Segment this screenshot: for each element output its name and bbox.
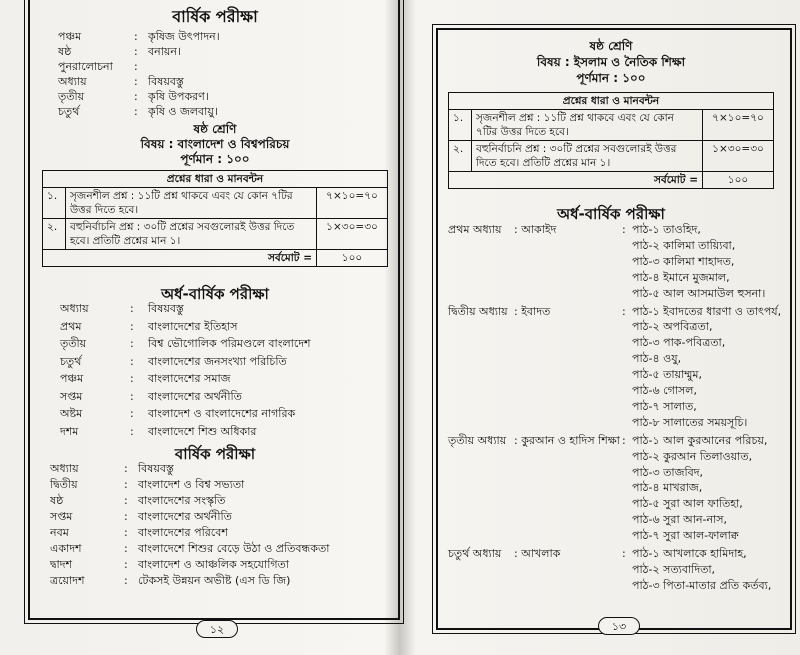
right-marks-table	[448, 92, 774, 189]
right-class-label: ষষ্ঠ শ্রেণি	[589, 39, 633, 53]
lesson-item: পাঠ-৪ মাখরাজ,	[632, 481, 703, 495]
left-half-row-value: বাংলাদেশের অর্থনীতি	[148, 389, 242, 403]
left-full-marks: পূর্ণমান : ১০০	[180, 152, 250, 166]
left-half-row-value: বিশ্ব ভৌগোলিক পরিমণ্ডলে বাংলাদেশ	[148, 337, 311, 350]
left-top-row-colon: :	[134, 105, 138, 118]
left-half-row-label: পঞ্চম	[60, 372, 84, 385]
left-top-row-label: অধ্যায়	[58, 75, 87, 88]
left-annual-row-colon: :	[124, 478, 128, 491]
left-half-row-value: বাংলাদেশের জনসংখ্যা পরিচিতি	[148, 354, 287, 368]
left-marks-row-no: ১.	[43, 188, 66, 219]
left-annual-row-label: অধ্যায়	[50, 462, 79, 475]
left-annual-row-label: ত্রয়োদশ	[50, 574, 85, 587]
left-subject: বিষয় : বাংলাদেশ ও বিশ্বপরিচয়	[140, 137, 290, 151]
left-marks-row-value: ৭×১০=৭০	[317, 188, 388, 219]
left-top-row-label: তৃতীয়	[58, 90, 85, 103]
left-annual-row-label: ষষ্ঠ	[50, 494, 64, 507]
chapter-colon: :	[622, 304, 626, 318]
chapter-topic: : কুরআন ও হাদিস শিক্ষা	[514, 433, 620, 447]
lesson-item: পাঠ-২ সত্যবাদিতা,	[632, 562, 716, 576]
left-half-row-label: অধ্যায়	[60, 302, 89, 315]
left-annual-row-value: বাংলাদেশের সংস্কৃতি	[138, 494, 226, 507]
right-marks-row-no: ১.	[449, 110, 472, 141]
left-top-row-label: চতুর্থ	[58, 105, 80, 118]
chapter-topic: : ইবাদত	[514, 304, 551, 318]
chapter-colon: :	[622, 433, 626, 447]
left-marks-row-text: বহুনির্বাচনি প্রশ্ন : ৩০টি প্রশ্নের সবগুলোরই উত্তর দিতে হবে। প্রতিটি প্রশ্নের মান ১।	[66, 219, 317, 250]
lesson-item: পাঠ-৭ সুরা আল-ফালাক্ব	[632, 529, 739, 543]
left-annual-row-value: বাংলাদেশ ও বিশ্ব সভ্যতা	[138, 478, 245, 491]
left-top-row-label: ষষ্ঠ	[58, 45, 72, 58]
left-top-title: বার্ষিক পরীক্ষা	[172, 7, 258, 26]
left-half-row-colon: :	[130, 372, 134, 385]
left-annual-row-value: বাংলাদেশে শিশুর বেড়ে উঠা ও প্রতিবন্ধকতা	[138, 542, 330, 555]
left-annual-row-colon: :	[124, 542, 128, 555]
right-marks-header: প্রশ্নের ধারা ও মানবন্টন	[449, 93, 774, 110]
left-half-row-colon: :	[130, 337, 134, 350]
right-marks-row-no: ২.	[449, 141, 472, 172]
left-annual-row-label: একাদশ	[50, 542, 82, 555]
lesson-item: পাঠ-১ তাওহিদ,	[632, 223, 701, 236]
left-annual-row-colon: :	[124, 462, 128, 475]
left-half-row-label: অষ্টম	[60, 407, 83, 420]
left-half-row-label: দশম	[60, 424, 79, 438]
left-half-row-value: বিষয়বস্তু	[148, 302, 184, 315]
left-annual-row-colon: :	[124, 510, 128, 523]
chapter-colon: :	[622, 223, 626, 236]
lesson-item: পাঠ-৬ সুরা আন-নাস,	[632, 513, 728, 527]
left-annual-row-label: নবম	[50, 526, 69, 539]
left-annual-row-label: সপ্তম	[50, 510, 73, 523]
left-half-row-value: বাংলাদেশের ইতিহাস	[148, 319, 238, 333]
lesson-item: পাঠ-২ অপবিত্রতা,	[632, 320, 713, 334]
left-marks-table	[42, 170, 388, 267]
lesson-item: পাঠ-১ আখলাকে হামিদাহ,	[632, 547, 747, 560]
lesson-item: পাঠ-৭ সালাত,	[632, 399, 697, 413]
left-top-row-colon: :	[134, 45, 138, 58]
lesson-item: পাঠ-৪ ইমানে মুজমাল,	[632, 270, 730, 284]
left-half-row-value: বাংলাদেশের সমাজ	[148, 372, 231, 385]
left-top-row-value: বিষয়বস্তু	[148, 75, 184, 88]
left-annual-row-value: বিষয়বস্তু	[138, 462, 174, 475]
left-top-row-value: কৃষি ও জলবায়ু।	[148, 105, 218, 118]
left-annual-row-colon: :	[124, 526, 128, 539]
left-half-row-value: বাংলাদেশে শিশু অধিকার	[148, 424, 257, 438]
left-half-row-colon: :	[130, 389, 134, 403]
left-half-yearly-title: অর্ধ-বার্ষিক পরীক্ষা	[161, 285, 269, 303]
lesson-item: পাঠ-৩ পাক-পবিত্রতা,	[632, 336, 726, 350]
lesson-item: পাঠ-৩ পিতা-মাতার প্রতি কর্তব্য,	[632, 578, 772, 592]
right-page-number: ১৩	[598, 617, 640, 635]
left-half-row-label: তৃতীয়	[60, 337, 87, 350]
left-annual-row-colon: :	[124, 558, 128, 571]
left-half-row-label: চতুর্থ	[60, 354, 82, 368]
left-half-row-colon: :	[130, 407, 134, 420]
left-marks-header: প্রশ্নের ধারা ও মানবন্টন	[43, 171, 388, 188]
left-annual-title: বার্ষিক পরীক্ষা	[174, 445, 256, 463]
left-top-row-colon: :	[134, 75, 138, 88]
chapter-name: তৃতীয় অধ্যায়	[448, 433, 507, 447]
lesson-item: পাঠ-৫ সুরা আল ফাতিহা,	[632, 497, 743, 511]
left-top-row-label: পুনরালোচনা	[58, 60, 113, 73]
left-top-row-colon: :	[134, 90, 138, 103]
left-annual-row-value: টেকসই উন্নয়ন অভীষ্ট (এস ডি জি)	[138, 574, 291, 587]
chapter-topic: : আখলাক	[514, 547, 561, 560]
right-marks-row-value: ৭×১০=৭০	[703, 110, 774, 141]
right-half-yearly-title: অর্ধ-বার্ষিক পরীক্ষা	[557, 205, 665, 223]
left-annual-row-colon: :	[124, 494, 128, 507]
left-top-row-value: কৃষিজ উৎপাদন।	[148, 30, 220, 43]
left-annual-row-value: বাংলাদেশের অর্থনীতি	[138, 510, 232, 523]
left-top-row-label: পঞ্চম	[58, 30, 82, 43]
left-annual-row-colon: :	[124, 574, 128, 587]
left-top-row-colon: :	[134, 30, 138, 43]
left-total-value: ১০০	[317, 250, 388, 267]
lesson-item: পাঠ-৮ সালাতের সময়সূচি।	[632, 415, 748, 429]
lesson-item: পাঠ-৩ তাজবিদ,	[632, 465, 703, 479]
lesson-item: পাঠ-১ আল কুরআনের পরিচয়,	[632, 433, 768, 447]
lesson-item: পাঠ-৪ ওযু,	[632, 352, 682, 366]
lesson-item: পাঠ-২ কালিমা তায়্যিবা,	[632, 238, 736, 252]
right-page	[426, 0, 800, 655]
left-half-row-label: সপ্তম	[60, 389, 83, 403]
chapter-name: চতুর্থ অধ্যায়	[448, 547, 502, 560]
left-marks-row-no: ২.	[43, 219, 66, 250]
lesson-item: পাঠ-১ ইবাদতের ধারণা ও তাৎপর্য,	[632, 304, 782, 318]
right-total-value: ১০০	[703, 172, 774, 189]
left-half-row-colon: :	[130, 354, 134, 368]
left-annual-row-value: বাংলাদেশ ও আঞ্চলিক সহযোগিতা	[138, 558, 290, 571]
chapter-name: দ্বিতীয় অধ্যায়	[448, 304, 508, 318]
lesson-item: পাঠ-২ কুরআন তিলাওয়াত,	[632, 449, 753, 463]
left-half-row-value: বাংলাদেশ ও বাংলাদেশের নাগরিক	[148, 407, 296, 420]
right-total-label: সর্বমোট =	[449, 172, 703, 189]
left-half-row-label: প্রথম	[60, 319, 82, 333]
left-total-label: সর্বমোট =	[43, 250, 317, 267]
lesson-item: পাঠ-৩ কালিমা শাহাদত,	[632, 254, 735, 268]
left-class-label: ষষ্ঠ শ্রেণি	[193, 122, 237, 136]
left-top-row-value: বনায়ন।	[148, 45, 181, 58]
right-full-marks: পূর্ণমান : ১০০	[576, 71, 646, 85]
right-marks-row-text: সৃজনশীল প্রশ্ন : ১১টি প্রশ্ন থাকবে এবং যে কোন ৭টির উত্তর দিতে হবে।	[472, 110, 703, 141]
left-half-row-colon: :	[130, 302, 134, 315]
lesson-item: পাঠ-৫ তায়াম্মুম,	[632, 368, 703, 382]
chapter-topic: : আকাইদ	[514, 223, 557, 236]
lesson-item: পাঠ-৬ গোসল,	[632, 384, 697, 397]
left-marks-row-value: ১×৩০=৩০	[317, 219, 388, 250]
left-annual-row-label: দ্বিতীয়	[50, 478, 78, 491]
chapter-name: প্রথম অধ্যায়	[448, 223, 502, 236]
right-marks-row-value: ১×৩০=৩০	[703, 141, 774, 172]
chapter-colon: :	[622, 547, 626, 560]
lesson-item: পাঠ-৫ আল আসমাউল হুসনা।	[632, 286, 766, 300]
left-half-row-colon: :	[130, 319, 134, 333]
right-subject: বিষয় : ইসলাম ও নৈতিক শিক্ষা	[536, 55, 686, 69]
left-annual-row-label: দ্বাদশ	[50, 558, 73, 571]
left-page-number: ১২	[196, 620, 238, 638]
right-marks-row-text: বহুনির্বাচনি প্রশ্ন : ৩০টি প্রশ্নের সবগুলোরই উত্তর দিতে হবে। প্রতিটি প্রশ্নের মান ১।	[472, 141, 703, 172]
left-top-row-colon: :	[134, 60, 138, 73]
left-annual-row-value: বাংলাদেশের পরিবেশ	[138, 526, 228, 539]
left-top-row-value: কৃষি উপকরণ।	[148, 90, 209, 103]
left-half-row-colon: :	[130, 424, 134, 438]
left-marks-row-text: সৃজনশীল প্রশ্ন : ১১টি প্রশ্ন থাকবে এবং যে কোন ৭টির উত্তর দিতে হবে।	[66, 188, 317, 219]
